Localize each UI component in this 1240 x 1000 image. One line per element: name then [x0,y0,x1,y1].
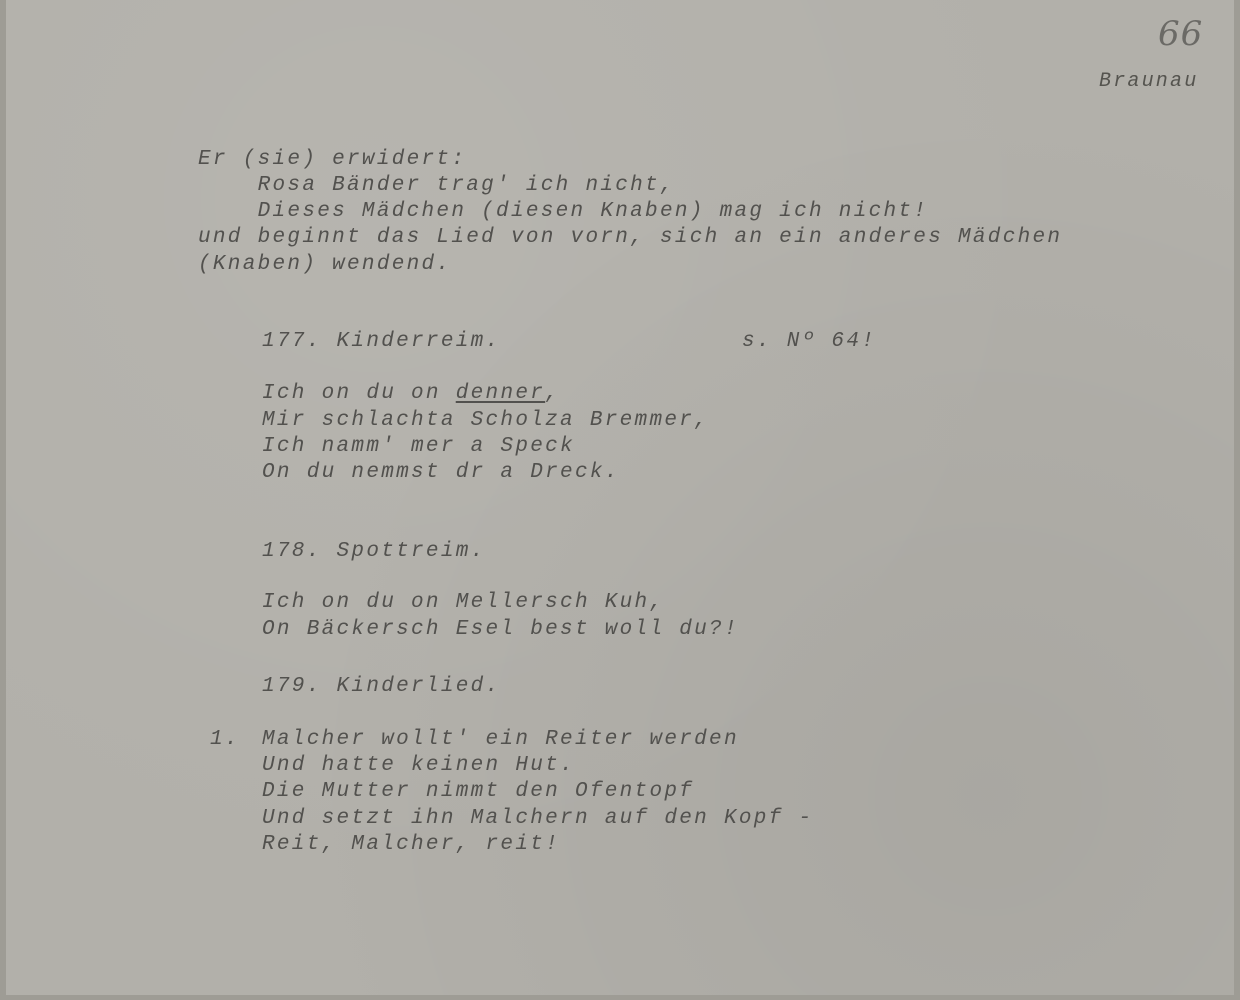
verse-line: Und setzt ihn Malchern auf den Kopf - [262,807,814,830]
verse-line: Ich namm' mer a Speck [262,435,575,458]
section-heading-177: 177. Kinderreim. [262,330,501,353]
verse-line: Malcher wollt' ein Reiter werden [262,728,739,751]
cross-reference: s. Nº 64! [742,330,877,353]
verse-line: Ich on du on Mellersch Kuh, [262,591,665,614]
verse-line: Und hatte keinen Hut. [262,754,575,777]
intro-line: und beginnt das Lied von vorn, sich an ein anderes Mädchen [198,226,1063,249]
section-heading-179: 179. Kinderlied. [262,675,501,698]
page-number: 66 [1158,14,1204,54]
verse-line: Die Mutter nimmt den Ofentopf [262,780,695,803]
verse-line: On du nemmst dr a Dreck. [262,461,620,484]
verse-line: Mir schlachta Scholza Bremmer, [262,409,710,432]
verse-number: 1. [210,728,240,751]
verse-text: Ich on du on [262,382,456,405]
intro-line: Rosa Bänder trag' ich nicht, [198,174,675,197]
intro-line: (Knaben) wendend. [198,253,452,276]
intro-line: Er (sie) erwidert: [198,148,467,171]
intro-line: Dieses Mädchen (diesen Knaben) mag ich nicht! [198,200,929,223]
section-heading-178: 178. Spottreim. [262,540,486,563]
underlined-word: denner [455,382,546,405]
verse-line: On Bäckersch Esel best woll du?! [262,618,739,641]
place-label: Braunau [1099,70,1199,93]
verse-text: , [545,382,561,405]
verse-line [262,381,560,407]
verse-line: Reit, Malcher, reit! [262,833,561,856]
